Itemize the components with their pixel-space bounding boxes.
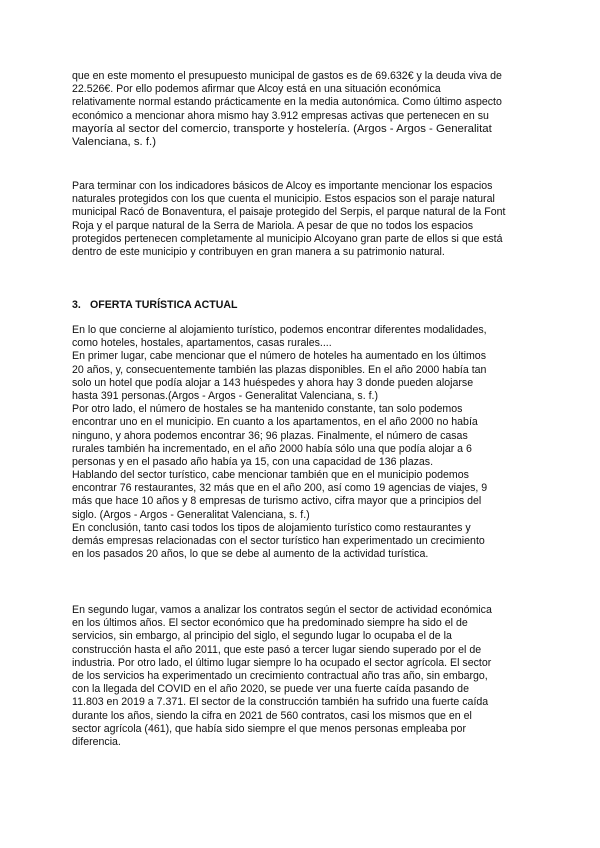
text-line: Por otro lado, el número de hostales se ha mantenido constante, tan solo podemos <box>72 403 463 416</box>
text-line: diferencia. <box>72 735 121 748</box>
text-line: construcción hasta el año 2011, que este pasó a tercer lugar siendo superado por el de <box>72 643 482 656</box>
natural-spaces-paragraph <box>72 180 524 259</box>
text-line: 20 años, y, consecuentemente también las plazas disponibles. En el año 2000 había tan <box>72 363 487 376</box>
text-line: En lo que concierne al alojamiento turístico, podemos encontrar diferentes modalidades, <box>72 324 487 336</box>
section-number: 3. <box>72 299 81 311</box>
text-line: Roja y el parque natural de la Serra de Mariola. A pesar de que no todos los espacios <box>72 219 474 232</box>
text-line: económico a mencionar ahora mismo hay 3.912 empresas activas que pertenecen en su <box>72 109 489 122</box>
text-line: ninguno, y ahora podemos encontrar 36; 96 plazas. Finalmente, el número de casas <box>72 429 468 442</box>
text-line: solo un hotel que podía alojar a 143 huéspedes y ahora hay 3 donde pueden alojarse <box>72 376 474 389</box>
text-line: encontrar uno en el municipio. En cuanto a los apartamentos, en el año 2000 no había <box>72 416 478 429</box>
text-line: En segundo lugar, vamos a analizar los contratos según el sector de actividad económica <box>72 604 492 616</box>
text-line: de los servicios ha experimentado un crecimiento contractual año tras año, sin embargo, <box>72 669 488 682</box>
text-line: siglo. (Argos - Argos - Generalitat Valenciana, s. f.) <box>72 508 310 521</box>
text-line: sector agrícola (461), que había sido siempre el que menos personas empleaba por <box>72 722 466 735</box>
text-line: con la llegada del COVID en el año 2020, se puede ver una fuerte caída pasando de <box>72 683 469 696</box>
text-line: más que hace 10 años y 8 empresas de turismo activo, cifra mayor que a principios del <box>72 495 482 508</box>
text-line: industria. Por otro lado, el último lugar siempre lo ha ocupado el sector agrícola. El sector <box>72 656 492 669</box>
text-line: 22.526€. Por ello podemos afirmar que Alcoy está en una situación económica <box>72 83 441 96</box>
text-line: municipal Racó de Bonaventura, el paisaje protegido del Serpis, el parque natural de la Font <box>72 206 506 219</box>
text-line: 11.803 en 2019 a 7.371. El sector de la construcción también ha sufrido una fuerte caída <box>72 696 489 709</box>
text-line: hasta 391 personas.(Argos - Argos - Generalitat Valenciana, s. f.) <box>72 389 379 402</box>
text-line: durante los años, siendo la cifra en 2021 de 560 contratos, casi los mismos que en el <box>72 709 472 722</box>
text-line: Para terminar con los indicadores básicos de Alcoy es importante mencionar los espacios <box>72 180 493 192</box>
text-line: como hoteles, hostales, apartamentos, casas rurales.... <box>72 337 332 350</box>
section-heading <box>72 299 238 312</box>
text-line: En primer lugar, cabe mencionar que el número de hoteles ha aumentado en los últimos <box>72 350 486 363</box>
text-line: en los últimos años. El sector económico que ha predominado siempre ha sido el de <box>72 617 468 630</box>
text-line: en los pasados 20 años, lo que se debe al aumento de la actividad turística. <box>72 548 429 561</box>
text-line: En conclusión, tanto casi todos los tipos de alojamiento turístico como restaurantes y <box>72 521 471 534</box>
intro-paragraph <box>72 70 524 149</box>
text-line: demás empresas relacionadas con el sector turístico han experimentado un crecimiento <box>72 535 485 547</box>
text-line: Hablando del sector turístico, cabe mencionar también que en el municipio podemos <box>72 469 469 482</box>
section-title: OFERTA TURÍSTICA ACTUAL <box>90 299 238 311</box>
text-line: Valenciana, s. f.) <box>72 135 156 148</box>
text-line: protegidos pertenecen completamente al municipio Alcoyano gran parte de ellos si que está <box>72 232 503 245</box>
text-line: rurales también ha incrementado, en el año 2000 había sólo una que podía alojar a 6 <box>72 442 472 455</box>
text-line: mayoría al sector del comercio, transporte y hostelería. (Argos - Argos - Generalitat <box>72 122 492 135</box>
text-line: naturales protegidos con los que cuenta el municipio. Estos espacios son el paraje natural <box>72 193 495 206</box>
contracts-paragraph <box>72 604 524 749</box>
text-line: dentro de este municipio y contribuyen en gran manera a su patrimonio natural. <box>72 245 445 258</box>
text-line: que en este momento el presupuesto municipal de gastos es de 69.632€ y la deuda viva de <box>72 70 502 82</box>
text-line: encontrar 76 restaurantes, 32 más que en el año 200, así como 19 agencias de viajes, 9 <box>72 482 488 495</box>
text-line: personas y en el pasado año había ya 15, con una capacidad de 136 plazas. <box>72 455 434 468</box>
text-line: servicios, sin embargo, al principio del siglo, el segundo lugar lo ocupaba el de la <box>72 630 452 643</box>
text-line: relativamente normal estando prácticamente en la media autonómica. Como último aspecto <box>72 96 502 109</box>
accommodation-section <box>72 324 524 561</box>
